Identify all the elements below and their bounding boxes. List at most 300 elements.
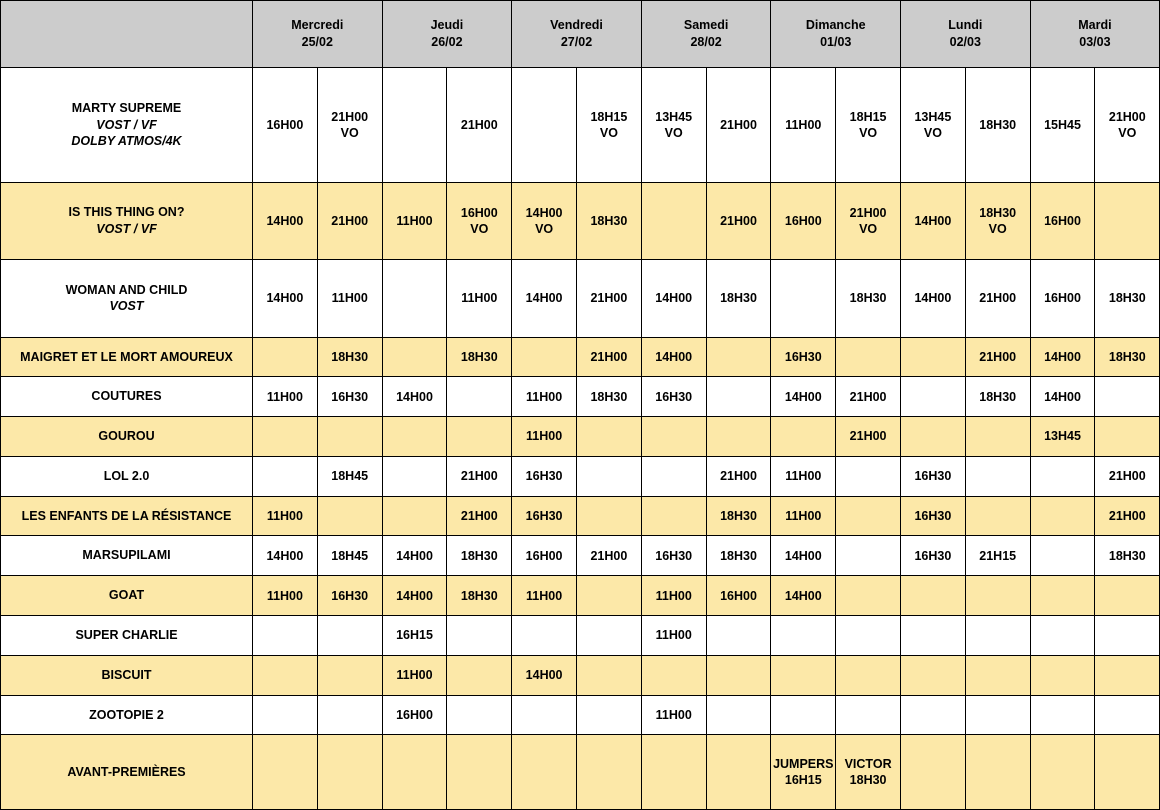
film-title: LES ENFANTS DE LA RÉSISTANCE — [21, 508, 232, 523]
showtime-cell[interactable] — [836, 182, 901, 259]
showtime-value: 21H00 — [720, 213, 757, 228]
showtime-cell[interactable] — [641, 616, 706, 656]
showtime-value: 13H45 — [655, 109, 693, 124]
showtime-cell[interactable] — [382, 616, 447, 656]
showtime-cell[interactable] — [382, 655, 447, 695]
empty-cell — [965, 616, 1030, 656]
table-row — [1, 417, 1160, 457]
showtime-cell[interactable] — [1030, 260, 1095, 337]
table-row — [1, 496, 1160, 536]
showtime-cell[interactable] — [447, 576, 512, 616]
showtime-cell[interactable] — [1030, 377, 1095, 417]
showtime-value: 11H00 — [655, 707, 692, 722]
showtime-cell[interactable] — [641, 68, 706, 183]
showtime-cell[interactable] — [641, 576, 706, 616]
showtime-value: 16H00 — [1044, 213, 1081, 228]
showtime-value: 18H30 — [1108, 548, 1146, 563]
showtime-value: 14H00 — [266, 213, 304, 228]
showtime-version: VO — [470, 222, 489, 237]
empty-cell — [253, 337, 318, 377]
showtime-cell[interactable] — [771, 456, 836, 496]
showtime-value: 11H00 — [655, 588, 692, 603]
showtime-cell[interactable] — [577, 337, 642, 377]
showtime-cell[interactable] — [706, 68, 771, 183]
showtime-value: 15H45 — [1044, 117, 1081, 132]
film-title-cell — [1, 337, 253, 377]
showtime-cell[interactable] — [1030, 337, 1095, 377]
showtime-value: 16H30 — [784, 349, 822, 364]
showtime-value: 14H00 — [784, 588, 822, 603]
empty-cell — [382, 417, 447, 457]
empty-cell — [965, 735, 1030, 810]
showtime-cell[interactable] — [965, 377, 1030, 417]
showtime-cell[interactable] — [512, 260, 577, 337]
empty-cell — [706, 377, 771, 417]
showtime-cell[interactable] — [512, 576, 577, 616]
showtime-value: 21H00 — [590, 548, 628, 563]
empty-cell — [706, 337, 771, 377]
empty-cell — [901, 695, 966, 735]
empty-cell — [641, 496, 706, 536]
empty-cell — [1095, 377, 1160, 417]
empty-cell — [382, 456, 447, 496]
empty-cell — [447, 417, 512, 457]
showtime-cell[interactable] — [317, 576, 382, 616]
empty-cell — [706, 616, 771, 656]
empty-cell — [577, 735, 642, 810]
showtime-cell[interactable] — [317, 377, 382, 417]
showtime-value: 14H00 — [655, 291, 693, 306]
showtime-cell[interactable] — [447, 68, 512, 183]
empty-cell — [641, 417, 706, 457]
showtime-cell[interactable] — [1095, 456, 1160, 496]
showtime-cell[interactable] — [965, 182, 1030, 259]
showtime-value: 14H00 — [266, 291, 304, 306]
showtime-value: 16H30 — [914, 469, 952, 484]
showtime-value: 21H00 — [979, 349, 1017, 364]
showtime-cell[interactable] — [965, 337, 1030, 377]
showtime-cell[interactable] — [901, 182, 966, 259]
showtime-value: 16H30 — [331, 389, 369, 404]
showtime-cell[interactable] — [965, 260, 1030, 337]
film-version-line-1: VOST / VF — [96, 222, 157, 237]
film-title-cell — [1, 456, 253, 496]
empty-cell — [836, 337, 901, 377]
showtime-cell[interactable] — [641, 260, 706, 337]
showtime-cell[interactable] — [771, 182, 836, 259]
film-title: GOAT — [108, 588, 145, 603]
showtime-cell[interactable] — [771, 496, 836, 536]
empty-cell — [447, 735, 512, 810]
showtime-cell[interactable] — [512, 456, 577, 496]
showtime-value: 21H00 — [849, 389, 887, 404]
showtime-cell[interactable] — [1030, 182, 1095, 259]
showtime-cell[interactable] — [577, 182, 642, 259]
empty-cell — [253, 417, 318, 457]
header-day-name: Vendredi — [550, 18, 603, 33]
film-title-cell — [1, 616, 253, 656]
empty-cell — [1030, 496, 1095, 536]
film-version-line-2: DOLBY ATMOS/4K — [71, 134, 182, 149]
film-title: SUPER CHARLIE — [75, 628, 178, 642]
showtime-cell[interactable] — [706, 182, 771, 259]
empty-cell — [577, 616, 642, 656]
showtime-value: 11H00 — [785, 117, 822, 132]
header-day-name: Lundi — [948, 18, 983, 33]
showtime-value: 16H00 — [396, 707, 433, 722]
empty-cell — [447, 655, 512, 695]
showtime-version: 18H30 — [849, 773, 887, 788]
showtime-value: 21H00 — [720, 117, 757, 132]
showtime-value: 14H00 — [396, 588, 433, 603]
showtime-value: 14H00 — [266, 548, 304, 563]
showtime-cell[interactable] — [317, 337, 382, 377]
showtime-cell[interactable] — [253, 182, 318, 259]
header-day-mardi — [1030, 1, 1160, 68]
showtime-cell[interactable] — [965, 68, 1030, 183]
showtime-value: 11H00 — [526, 429, 563, 444]
empty-cell — [771, 417, 836, 457]
empty-cell — [317, 735, 382, 810]
film-title: COUTURES — [91, 389, 162, 404]
showtime-value: 21H00 — [849, 429, 887, 444]
showtime-value: 21H00 — [1108, 508, 1146, 523]
showtime-cell[interactable] — [771, 735, 836, 810]
showtime-cell[interactable] — [317, 68, 382, 183]
empty-cell — [382, 260, 447, 337]
empty-cell — [965, 456, 1030, 496]
showtime-value: 18H30 — [590, 389, 628, 404]
empty-cell — [253, 616, 318, 656]
showtime-cell[interactable] — [901, 260, 966, 337]
showtime-version: VO — [923, 125, 942, 140]
showtime-value: 21H00 — [460, 508, 498, 523]
showtime-value: 16H15 — [396, 628, 433, 643]
showtime-version: VO — [988, 222, 1007, 237]
empty-cell — [1030, 616, 1095, 656]
showtime-cell[interactable] — [771, 536, 836, 576]
showtime-value: 18H30 — [1108, 291, 1146, 306]
empty-cell — [577, 417, 642, 457]
showtime-cell[interactable] — [641, 377, 706, 417]
showtime-cell[interactable] — [512, 417, 577, 457]
empty-cell — [1095, 417, 1160, 457]
empty-cell — [706, 417, 771, 457]
showtime-value: 14H00 — [655, 349, 693, 364]
empty-cell — [771, 616, 836, 656]
showtime-value: 21H00 — [590, 291, 628, 306]
empty-cell — [382, 337, 447, 377]
showtime-value: 14H00 — [914, 291, 952, 306]
showtime-version: VO — [664, 125, 683, 140]
empty-cell — [836, 695, 901, 735]
table-row — [1, 536, 1160, 576]
empty-cell — [577, 695, 642, 735]
showtime-value: 21H00 — [590, 349, 628, 364]
showtime-cell[interactable] — [512, 655, 577, 695]
showtime-version: VO — [535, 222, 554, 237]
film-title-cell — [1, 496, 253, 536]
showtime-cell[interactable] — [447, 496, 512, 536]
empty-cell — [836, 576, 901, 616]
empty-cell — [901, 417, 966, 457]
showtime-cell[interactable] — [317, 260, 382, 337]
showtime-value: 11H00 — [266, 588, 303, 603]
showtime-value: 21H00 — [849, 205, 887, 220]
showtime-value: 18H45 — [331, 548, 369, 563]
empty-cell — [1095, 655, 1160, 695]
showtime-cell[interactable] — [836, 417, 901, 457]
empty-cell — [382, 496, 447, 536]
showtime-cell[interactable] — [447, 260, 512, 337]
header-day-date: 03/03 — [1079, 35, 1111, 49]
table-row — [1, 260, 1160, 337]
showtime-cell[interactable] — [253, 536, 318, 576]
showtime-value: 11H00 — [526, 588, 563, 603]
showtime-cell[interactable] — [836, 377, 901, 417]
showtime-value: 18H30 — [460, 349, 498, 364]
showtime-cell[interactable] — [253, 496, 318, 536]
empty-cell — [706, 695, 771, 735]
empty-cell — [901, 735, 966, 810]
showtime-cell[interactable] — [965, 536, 1030, 576]
empty-cell — [771, 655, 836, 695]
film-title: GOUROU — [98, 429, 155, 444]
showtime-value: 16H30 — [655, 389, 693, 404]
showtime-value: 16H00 — [525, 548, 563, 563]
showtime-cell[interactable] — [382, 377, 447, 417]
empty-cell — [512, 695, 577, 735]
showtime-cell[interactable] — [253, 68, 318, 183]
showtime-cell[interactable] — [836, 68, 901, 183]
film-title-cell — [1, 735, 253, 810]
film-title: MARSUPILAMI — [82, 548, 171, 563]
empty-cell — [965, 576, 1030, 616]
showtime-value: 14H00 — [784, 548, 822, 563]
empty-cell — [1095, 576, 1160, 616]
showtime-cell[interactable] — [382, 182, 447, 259]
header-day-dimanche — [771, 1, 901, 68]
empty-cell — [1030, 576, 1095, 616]
showtime-value: 18H15 — [849, 109, 887, 124]
showtime-cell[interactable] — [317, 182, 382, 259]
empty-cell — [253, 735, 318, 810]
film-title-cell — [1, 695, 253, 735]
film-title: WOMAN AND CHILD — [65, 282, 188, 297]
header-day-date: 02/03 — [949, 35, 981, 49]
film-title: LOL 2.0 — [103, 468, 150, 483]
showtime-cell[interactable] — [382, 536, 447, 576]
showtime-value: 16H30 — [655, 548, 693, 563]
showtime-value: 18H30 — [460, 548, 498, 563]
showtime-cell[interactable] — [771, 576, 836, 616]
showtime-value: 14H00 — [525, 668, 563, 683]
showtime-cell[interactable] — [512, 377, 577, 417]
showtime-value: 11H00 — [461, 291, 498, 306]
empty-cell — [577, 456, 642, 496]
film-title: BISCUIT — [101, 667, 152, 682]
showtime-cell[interactable] — [1030, 68, 1095, 183]
header-day-name: Mardi — [1078, 18, 1112, 33]
showtime-cell[interactable] — [253, 377, 318, 417]
showtime-cell[interactable] — [641, 695, 706, 735]
empty-cell — [512, 337, 577, 377]
showtime-cell[interactable] — [577, 68, 642, 183]
header-day-date: 01/03 — [820, 35, 852, 49]
showtime-value: 11H00 — [266, 389, 303, 404]
showtime-cell[interactable] — [706, 260, 771, 337]
header-corner-cell — [1, 1, 253, 68]
showtime-cell[interactable] — [447, 182, 512, 259]
showtime-value: 18H30 — [979, 389, 1017, 404]
empty-cell — [965, 496, 1030, 536]
empty-cell — [641, 182, 706, 259]
empty-cell — [512, 616, 577, 656]
header-day-name: Mercredi — [291, 18, 344, 33]
empty-cell — [1030, 695, 1095, 735]
film-version-line-1: VOST — [109, 299, 144, 314]
showtime-cell[interactable] — [1095, 337, 1160, 377]
showtime-cell[interactable] — [706, 536, 771, 576]
header-day-samedi — [641, 1, 771, 68]
showtime-cell[interactable] — [1030, 417, 1095, 457]
empty-cell — [771, 260, 836, 337]
showtime-value: JUMPERS — [773, 756, 834, 771]
showtime-cell[interactable] — [317, 536, 382, 576]
header-day-jeudi — [382, 1, 512, 68]
showtime-value: 11H00 — [785, 469, 822, 484]
empty-cell — [965, 417, 1030, 457]
showtime-value: 18H15 — [590, 109, 628, 124]
showtime-value: 14H00 — [396, 389, 433, 404]
empty-cell — [512, 68, 577, 183]
showtime-value: 14H00 — [396, 548, 433, 563]
header-row — [1, 1, 1160, 68]
showtime-value: 21H00 — [1108, 469, 1146, 484]
showtime-cell[interactable] — [447, 456, 512, 496]
showtime-cell[interactable] — [836, 260, 901, 337]
film-title: AVANT-PREMIÈRES — [67, 764, 186, 779]
showtime-cell[interactable] — [706, 496, 771, 536]
showtime-value: 16H00 — [1044, 291, 1081, 306]
showtime-cell[interactable] — [706, 456, 771, 496]
empty-cell — [317, 496, 382, 536]
showtime-value: 11H00 — [396, 668, 433, 683]
showtime-value: 16H00 — [266, 117, 304, 132]
showtime-cell[interactable] — [1095, 536, 1160, 576]
showtime-value: 11H00 — [655, 628, 692, 643]
showtime-version: 16H15 — [784, 773, 822, 788]
empty-cell — [577, 576, 642, 616]
header-day-mercredi — [253, 1, 383, 68]
showtime-value: 16H00 — [784, 213, 822, 228]
table-row — [1, 655, 1160, 695]
showtime-cell[interactable] — [901, 68, 966, 183]
showtime-cell[interactable] — [382, 695, 447, 735]
film-title-cell — [1, 182, 253, 259]
showtime-cell[interactable] — [706, 576, 771, 616]
table-row — [1, 695, 1160, 735]
showtime-cell[interactable] — [901, 456, 966, 496]
showtime-cell[interactable] — [901, 536, 966, 576]
table-body — [1, 68, 1160, 810]
showtime-value: 11H00 — [396, 213, 433, 228]
showtime-value: 18H30 — [849, 291, 887, 306]
showtime-value: 18H30 — [720, 548, 757, 563]
showtime-cell[interactable] — [447, 337, 512, 377]
showtime-cell[interactable] — [512, 536, 577, 576]
empty-cell — [512, 735, 577, 810]
header-day-name: Jeudi — [430, 18, 464, 33]
empty-cell — [447, 616, 512, 656]
showtime-value: 18H30 — [590, 213, 628, 228]
showtime-version: VO — [599, 125, 618, 140]
film-title: ZOOTOPIE 2 — [89, 707, 164, 722]
showtime-cell[interactable] — [1095, 496, 1160, 536]
empty-cell — [641, 655, 706, 695]
showtime-cell[interactable] — [577, 377, 642, 417]
showtime-cell[interactable] — [577, 260, 642, 337]
showtime-cell[interactable] — [253, 576, 318, 616]
showtime-value: 14H00 — [525, 291, 563, 306]
showtime-version: VO — [859, 125, 878, 140]
showtime-cell[interactable] — [1095, 68, 1160, 183]
showtime-cell[interactable] — [382, 576, 447, 616]
showtime-value: 18H30 — [720, 508, 757, 523]
header-day-date: 26/02 — [431, 35, 463, 49]
showtime-value: 13H45 — [914, 109, 952, 124]
showtime-cell[interactable] — [901, 496, 966, 536]
showtime-cell[interactable] — [577, 536, 642, 576]
showtime-cell[interactable] — [641, 337, 706, 377]
showtime-value: 18H30 — [1108, 349, 1146, 364]
film-version-line-1: VOST / VF — [96, 117, 157, 132]
showtime-cell[interactable] — [512, 496, 577, 536]
showtime-value: 11H00 — [266, 508, 303, 523]
showtime-cell[interactable] — [836, 735, 901, 810]
film-title: MARTY SUPREME — [71, 100, 182, 115]
empty-cell — [253, 456, 318, 496]
empty-cell — [706, 655, 771, 695]
empty-cell — [836, 616, 901, 656]
showtime-cell[interactable] — [641, 536, 706, 576]
empty-cell — [836, 655, 901, 695]
film-title-cell — [1, 417, 253, 457]
empty-cell — [382, 68, 447, 183]
empty-cell — [1095, 735, 1160, 810]
empty-cell — [836, 456, 901, 496]
empty-cell — [1095, 182, 1160, 259]
showtime-value: 11H00 — [331, 291, 368, 306]
empty-cell — [382, 735, 447, 810]
showtime-cell[interactable] — [317, 456, 382, 496]
showtime-value: 21H00 — [460, 469, 498, 484]
empty-cell — [965, 655, 1030, 695]
empty-cell — [965, 695, 1030, 735]
showtime-cell[interactable] — [512, 182, 577, 259]
showtime-cell[interactable] — [771, 68, 836, 183]
header-day-vendredi — [512, 1, 642, 68]
showtime-cell[interactable] — [771, 377, 836, 417]
showtime-cell[interactable] — [1095, 260, 1160, 337]
empty-cell — [836, 496, 901, 536]
showtime-value: 16H30 — [525, 469, 563, 484]
showtime-value: 18H30 — [979, 117, 1017, 132]
showtime-cell[interactable] — [447, 536, 512, 576]
showtime-cell[interactable] — [771, 337, 836, 377]
showtime-cell[interactable] — [253, 260, 318, 337]
table-row — [1, 337, 1160, 377]
